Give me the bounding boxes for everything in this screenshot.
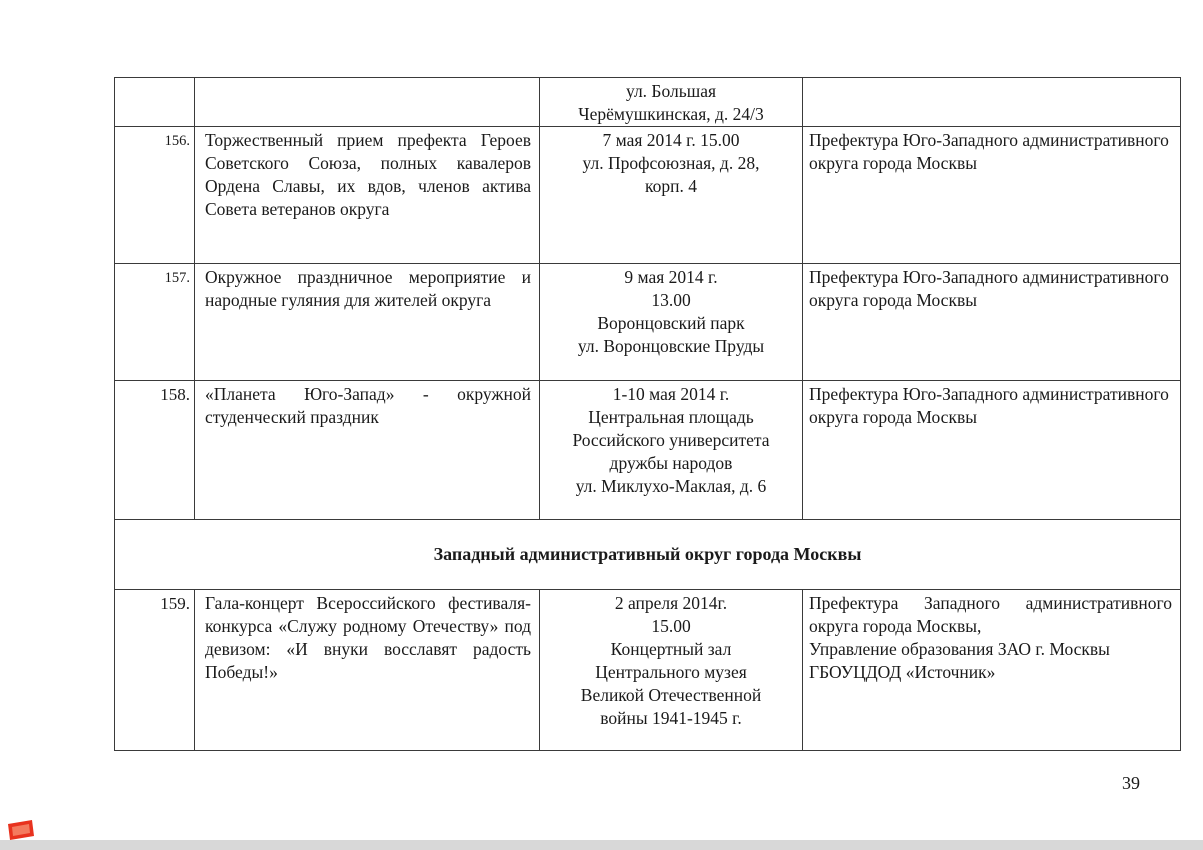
organizer-line: Префектура Западного административного округа города Москвы, <box>809 593 1172 636</box>
table-row <box>115 78 1181 127</box>
event-place: 7 мая 2014 г. 15.00 ул. Профсоюзная, д. 28, корп. 4 <box>540 127 803 264</box>
organizer-line: Управление образования ЗАО г. Москвы <box>809 639 1110 659</box>
event-place: ул. Большая Черёмушкинская, д. 24/3 <box>540 78 803 127</box>
event-organizer: Префектура Юго-Западного административного округа города Москвы <box>803 264 1181 381</box>
event-organizer <box>803 78 1181 127</box>
event-place: 1-10 мая 2014 г. Центральная площадь Российского университета дружбы народов ул. Миклухо-Маклая, д. 6 <box>540 381 803 520</box>
event-name: «Планета Юго-Запад» - окружной студенческий праздник <box>195 381 540 520</box>
event-name <box>195 78 540 127</box>
event-place: 9 мая 2014 г. 13.00 Воронцовский парк ул. Воронцовские Пруды <box>540 264 803 381</box>
event-name: Гала-концерт Всероссийского фестиваля-конкурса «Служу родному Отечеству» под девизом: «И внуки восславят радость Победы!» <box>195 590 540 751</box>
event-name: Торжественный прием префекта Героев Советского Союза, полных кавалеров Ордена Славы, их вдов, членов актива Совета ветеранов округа <box>195 127 540 264</box>
row-number <box>115 78 195 127</box>
section-title: Западный административный округ города Москвы <box>115 520 1181 590</box>
table-row <box>115 127 1181 264</box>
organizer-line: ГБОУЦДОД «Источник» <box>809 662 996 682</box>
event-organizer <box>803 590 1181 751</box>
row-number: 156. <box>115 127 195 264</box>
row-number: 158. <box>115 381 195 520</box>
event-organizer: Префектура Юго-Западного административного округа города Москвы <box>803 127 1181 264</box>
event-name: Окружное праздничное мероприятие и народные гуляния для жителей округа <box>195 264 540 381</box>
event-organizer: Префектура Юго-Западного административного округа города Москвы <box>803 381 1181 520</box>
row-number: 157. <box>115 264 195 381</box>
table-row <box>115 381 1181 520</box>
scan-edge-band <box>0 840 1203 850</box>
event-place: 2 апреля 2014г. 15.00 Концертный зал Центрального музея Великой Отечественной войны 1941-1945 г. <box>540 590 803 751</box>
section-row <box>115 520 1181 590</box>
table-row <box>115 264 1181 381</box>
scanner-logo-icon <box>4 818 36 842</box>
page-number: 39 <box>1122 773 1140 793</box>
row-number: 159. <box>115 590 195 751</box>
table-row <box>115 590 1181 751</box>
events-table <box>114 77 1181 751</box>
